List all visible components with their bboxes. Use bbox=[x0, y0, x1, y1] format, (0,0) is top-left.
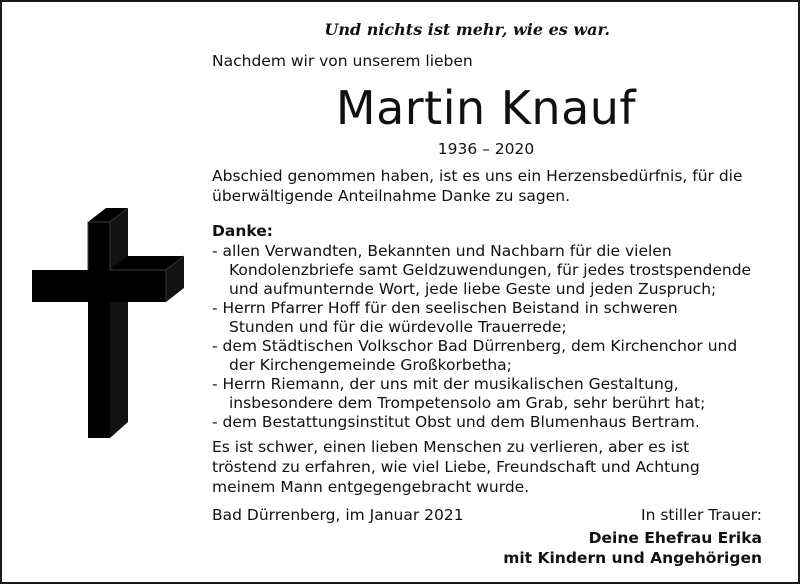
list-item bbox=[212, 299, 782, 337]
list-item-line: - dem Bestattungsinstitut Obst und dem Blumenhaus Bertram. bbox=[212, 413, 700, 431]
cross-icon bbox=[30, 208, 190, 440]
list-item-line: Stunden und für die würdevolle Trauerrede; bbox=[229, 318, 567, 336]
signature bbox=[503, 528, 762, 568]
life-dates: 1936 – 2020 bbox=[437, 140, 535, 158]
motto: Und nichts ist mehr, wie es war. bbox=[324, 20, 610, 39]
paragraph-1-line: Abschied genommen haben, ist es uns ein Herzensbedürfnis, für die bbox=[212, 167, 743, 185]
paragraph-2-line: Es ist schwer, einen lieben Menschen zu verlieren, aber es ist bbox=[212, 438, 690, 456]
list-item-line: - Herrn Riemann, der uns mit der musikalischen Gestaltung, bbox=[212, 375, 679, 393]
list-item-line: und aufmunternde Wort, jede liebe Geste und jeden Zuspruch; bbox=[229, 280, 717, 298]
list-item-line: - dem Städtischen Volkschor Bad Dürrenberg, dem Kirchenchor und bbox=[212, 337, 738, 355]
danke-heading: Danke: bbox=[212, 222, 273, 240]
list-item-line: Kondolenzbriefe samt Geldzuwendungen, für jedes trostspendende bbox=[229, 261, 752, 279]
list-item-line: - Herrn Pfarrer Hoff für den seelischen Beistand in schweren bbox=[212, 299, 678, 317]
paragraph-1-line: überwältigende Anteilnahme Danke zu sagen. bbox=[212, 187, 571, 205]
list-item bbox=[212, 242, 782, 299]
list-item bbox=[212, 413, 782, 432]
list-item-line: - allen Verwandten, Bekannten und Nachbarn für die vielen bbox=[212, 242, 672, 260]
deceased-name: Martin Knauf bbox=[335, 81, 637, 135]
list-item-line: der Kirchengemeinde Großkorbetha; bbox=[229, 356, 512, 374]
list-item bbox=[212, 375, 782, 413]
intro-text: Nachdem wir von unserem lieben bbox=[212, 52, 473, 70]
paragraph-1 bbox=[212, 166, 772, 206]
paragraph-2-line: tröstend zu erfahren, wie viel Liebe, Freundschaft und Achtung bbox=[212, 458, 700, 476]
danke-list bbox=[212, 242, 782, 432]
paragraph-2 bbox=[212, 437, 772, 497]
place-date: Bad Dürrenberg, im Januar 2021 bbox=[212, 506, 464, 524]
list-item-line: insbesondere dem Trompetensolo am Grab, sehr berührt hat; bbox=[229, 394, 706, 412]
list-item bbox=[212, 337, 782, 375]
paragraph-2-line: meinem Mann entgegengebracht wurde. bbox=[212, 478, 530, 496]
in-stiller-trauer: In stiller Trauer: bbox=[641, 506, 762, 524]
signature-line: mit Kindern und Angehörigen bbox=[503, 549, 762, 567]
signature-line: Deine Ehefrau Erika bbox=[588, 529, 762, 547]
